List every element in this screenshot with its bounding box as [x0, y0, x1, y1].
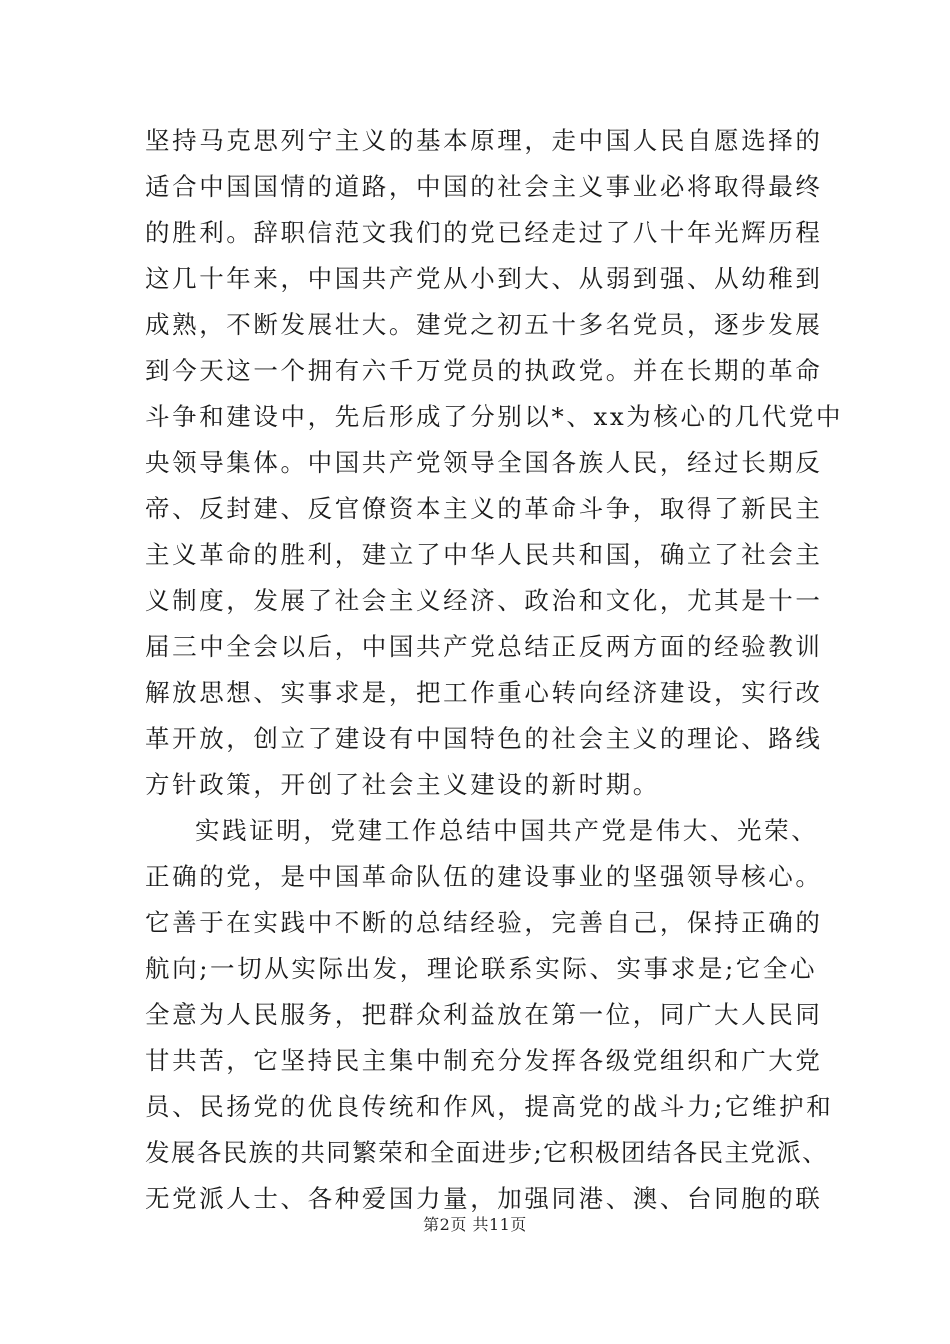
- body-text-line: 届三中全会以后，中国共产党总结正反两方面的经验教训: [145, 632, 823, 661]
- body-text-line: 员、民扬党的优良传统和作风，提高党的战斗力;它维护和: [145, 1092, 834, 1121]
- body-text-line: 革开放，创立了建设有中国特色的社会主义的理论、路线: [145, 724, 823, 753]
- page-number-footer: 第2页 共11页: [423, 1215, 527, 1234]
- body-text-line: 航向;一切从实际出发，理论联系实际、实事求是;它全心: [145, 954, 818, 983]
- body-text-line: 坚持马克思列宁主义的基本原理，走中国人民自愿选择的: [145, 126, 823, 155]
- body-text-line: 适合中国国情的道路，中国的社会主义事业必将取得最终: [145, 172, 823, 201]
- body-text-line: 发展各民族的共同繁荣和全面进步;它积极团结各民主党派、: [145, 1138, 829, 1167]
- body-text-line: 的胜利。辞职信范文我们的党已经走过了八十年光辉历程: [145, 218, 823, 247]
- body-text-line: 帝、反封建、反官僚资本主义的革命斗争，取得了新民主: [145, 494, 823, 523]
- body-text-line: 这几十年来，中国共产党从小到大、从弱到强、从幼稚到: [145, 264, 823, 293]
- body-text-line: 成熟，不断发展壮大。建党之初五十多名党员，逐步发展: [145, 310, 823, 339]
- paragraph-first-line: 实践证明，党建工作总结中国共产党是伟大、光荣、: [195, 816, 819, 845]
- body-text-line: 甘共苦，它坚持民主集中制充分发挥各级党组织和广大党: [145, 1046, 823, 1075]
- body-text-line: 义制度，发展了社会主义经济、政治和文化，尤其是十一: [145, 586, 823, 615]
- body-text-line: 无党派人士、各种爱国力量，加强同港、澳、台同胞的联: [145, 1184, 823, 1213]
- body-text-line: 解放思想、实事求是，把工作重心转向经济建设，实行改: [145, 678, 823, 707]
- body-text-line: 全意为人民服务，把群众利益放在第一位，同广大人民同: [145, 1000, 823, 1029]
- body-text-line: 央领导集体。中国共产党领导全国各族人民，经过长期反: [145, 448, 823, 477]
- body-text-line: 它善于在实践中不断的总结经验，完善自己，保持正确的: [145, 908, 823, 937]
- body-text-line: 斗争和建设中，先后形成了分别以*、xx为核心的几代党中: [145, 402, 844, 431]
- body-text-line: 主义革命的胜利，建立了中华人民共和国，确立了社会主: [145, 540, 823, 569]
- body-text-line: 到今天这一个拥有六千万党员的执政党。并在长期的革命: [145, 356, 823, 385]
- body-text-line: 方针政策，开创了社会主义建设的新时期。: [145, 770, 660, 799]
- body-text-line: 正确的党，是中国革命队伍的建设事业的坚强领导核心。: [145, 862, 823, 891]
